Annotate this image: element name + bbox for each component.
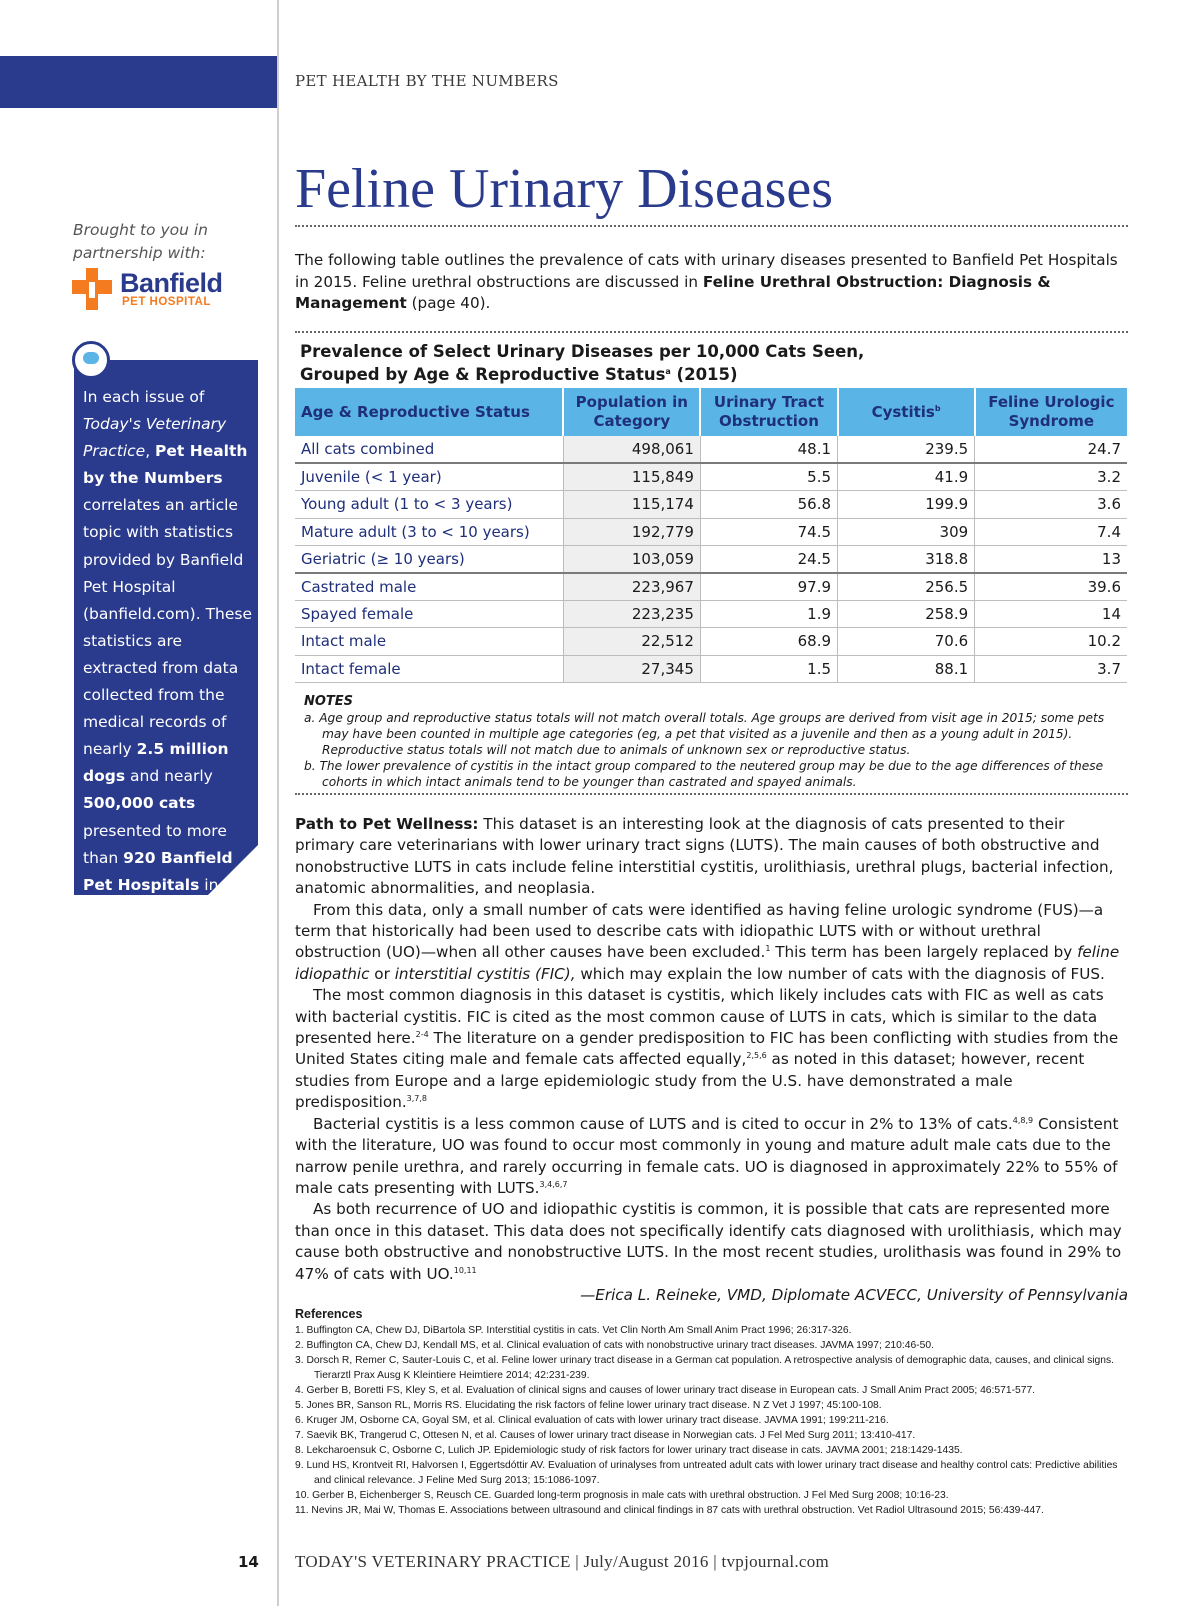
row-label: Castrated male: [295, 573, 563, 601]
table-row: [295, 545, 1127, 573]
table-row: [295, 601, 1127, 628]
references: [295, 1307, 1130, 1518]
table-cell: 5.5: [700, 463, 837, 491]
column-header: Feline Urologic Syndrome: [975, 388, 1127, 436]
table-cell: 318.8: [838, 545, 975, 573]
reference-item: 5. Jones BR, Sanson RL, Morris RS. Elucidating the risk factors of feline lower urinary tract disease. N Z Vet J 1997; 45:100-108.: [295, 1400, 882, 1411]
table-cell: 22,512: [563, 628, 700, 655]
column-header: Urinary Tract Obstruction: [700, 388, 837, 436]
row-label: Young adult (1 to < 3 years): [295, 491, 563, 518]
table-cell: 24.7: [975, 436, 1127, 463]
table-cell: 258.9: [838, 601, 975, 628]
row-label: Geriatric (≥ 10 years): [295, 545, 563, 573]
table-cell: 27,345: [563, 655, 700, 682]
sidebar-callout-text: In each issue of Today's Veterinary Practice, Pet Health by the Numbers correlates an article topic with statistics provided by Banfield Pet Hospital (banfield.com). These statistics are extracted from data collected from the medical records of nearly 2.5 million dogs and nearly 500,000 cats presented to more than 920 Banfield Pet Hospitals in 2015.: [83, 388, 253, 921]
speech-bubble-icon: [72, 341, 110, 379]
banfield-cross-icon: [72, 268, 112, 310]
reference-item: 9. Lund HS, Krontveit RI, Halvorsen I, Eggertsdóttir AV. Evaluation of urinalyses from untreated adult cats with lower urinary tract disease and healthy control cats: Predictive abilities and clinical relevance. J Feline Med Surg 2013; 15:1086-1097.: [295, 1460, 1118, 1486]
references-heading: References: [295, 1307, 363, 1321]
table-cell: 68.9: [700, 628, 837, 655]
author-signature: —Erica L. Reineke, VMD, Diplomate ACVECC, University of Pennsylvania: [580, 1285, 1128, 1304]
table-cell: 1.5: [700, 655, 837, 682]
footer-publication: TODAY'S VETERINARY PRACTICE | July/August 2016 | tvpjournal.com: [295, 1552, 830, 1571]
note-b: b. The lower prevalence of cystitis in the intact group compared to the neutered group may be due to the age differences of these cohorts in which intact animals tend to be younger than castrated and spayed animals.: [304, 759, 1104, 789]
prevalence-table: [295, 388, 1127, 683]
row-label: Juvenile (< 1 year): [295, 463, 563, 491]
row-label: Intact female: [295, 655, 563, 682]
row-label: Intact male: [295, 628, 563, 655]
reference-item: 1. Buffington CA, Chew DJ, DiBartola SP. Interstitial cystitis in cats. Vet Clin North Am Small Anim Pract 1996; 26:317-326.: [295, 1325, 852, 1336]
article-body: [295, 814, 1128, 1306]
table-cell: 39.6: [975, 573, 1127, 601]
table-cell: 256.5: [838, 573, 975, 601]
row-label: All cats combined: [295, 436, 563, 463]
column-header: Age & Reproductive Status: [295, 388, 563, 436]
table-cell: 1.9: [700, 601, 837, 628]
body-paragraph: Path to Pet Wellness: This dataset is an interesting look at the diagnosis of cats presented to their primary care veterinarians with lower urinary tract signs (LUTS). The main causes of both obstructive and nonobstructive LUTS in cats include feline interstitial cystitis, urolithiasis, urethral plugs, bacterial infection, anatomic abnormalities, and neoplasia.: [295, 815, 1114, 898]
table-cell: 199.9: [838, 491, 975, 518]
notes-heading: NOTES: [304, 694, 354, 709]
table-cell: 10.2: [975, 628, 1127, 655]
body-paragraph: As both recurrence of UO and idiopathic cystitis is common, it is possible that cats are represented more than once in this dataset. This data does not specifically identify cats diagnosed with urolithiasis, which may cause both obstructive and nonobstructive LUTS. In the most recent studies, urolithasis was found in 29% to 47% of cats with UO.$^{10,11}$: [295, 1200, 1122, 1283]
note-a: a. Age group and reproductive status totals will not match overall totals. Age groups are derived from visit age in 2015; some pets may have been counted in multiple age categories (eg, a pet that visited as a juvenile and then as a young adult in 2015). Reproductive status totals will not match due to animals of unknown sex or reproductive status.: [304, 711, 1105, 757]
banfield-logo: Banfield PET HOSPITAL: [72, 268, 252, 312]
table-cell: 74.5: [700, 518, 837, 545]
body-paragraph: From this data, only a small number of cats were identified as having feline urologic syndrome (FUS)—a term that historically had been used to describe cats with idiopathic LUTS with or without urethral obstruction (UO)—when all other causes have been excluded.$^1$ This term has been largely replaced by feline idiopathic or interstitial cystitis (FIC), which may explain the low number of cats with the diagnosis of FUS.: [295, 900, 1120, 983]
reference-item: 2. Buffington CA, Chew DJ, Kendall MS, et al. Clinical evaluation of cats with nonobstructive urinary tract diseases. JAVMA 1997; 210:46-50.: [295, 1340, 934, 1351]
column-header: Population in Category: [563, 388, 700, 436]
table-cell: 3.7: [975, 655, 1127, 682]
title-divider: [295, 225, 1128, 227]
table-row: [295, 518, 1127, 545]
table-cell: 223,967: [563, 573, 700, 601]
table-cell: 70.6: [838, 628, 975, 655]
table-row: [295, 655, 1127, 682]
row-label: Mature adult (3 to < 10 years): [295, 518, 563, 545]
table-row: [295, 628, 1127, 655]
reference-item: 3. Dorsch R, Remer C, Sauter-Louis C, et al. Feline lower urinary tract disease in a German cat population. A retrospective analysis of demographic data, causes, and clinical signs. Tierarztl Prax Ausg K Kleintiere Heimtiere 2014; 42:231-239.: [295, 1355, 1114, 1381]
table-cell: 223,235: [563, 601, 700, 628]
reference-item: 8. Lekcharoensuk C, Osborne C, Lulich JP. Epidemiologic study of risk factors for lower urinary tract disease in cats. JAVMA 2001; 218:1429-1435.: [295, 1445, 963, 1456]
table-header-row: [295, 388, 1127, 436]
table-cell: 3.2: [975, 463, 1127, 491]
table-cell: 48.1: [700, 436, 837, 463]
table-cell: 239.5: [838, 436, 975, 463]
table-cell: 309: [838, 518, 975, 545]
table-cell: 97.9: [700, 573, 837, 601]
page-number: 14: [238, 1553, 259, 1571]
section-label: PET HEALTH BY THE NUMBERS: [295, 72, 559, 90]
table-notes: [304, 694, 1124, 790]
table-cell: 41.9: [838, 463, 975, 491]
header-band: [0, 56, 278, 108]
table-cell: 115,849: [563, 463, 700, 491]
table-cell: 192,779: [563, 518, 700, 545]
intro-divider: [295, 331, 1128, 333]
table-cell: 56.8: [700, 491, 837, 518]
reference-item: 4. Gerber B, Boretti FS, Kley S, et al. Evaluation of clinical signs and causes of lower urinary tract disease in European cats. J Small Anim Pract 2005; 46:571-577.: [295, 1385, 1036, 1396]
reference-item: 10. Gerber B, Eichenberger S, Reusch CE. Guarded long-term prognosis in male cats with urethral obstruction. J Fel Med Surg 2008; 10:16-23.: [295, 1490, 949, 1501]
table-cell: 13: [975, 545, 1127, 573]
body-paragraph: Bacterial cystitis is a less common cause of LUTS and is cited to occur in 2% to 13% of cats.$^{4,8,9}$ Consistent with the literature, UO was found to occur most commonly in young and mature adult male cats due to the narrow penile urethra, and rarely occurring in female cats. UO is diagnosed in approximately 22% to 55% of male cats presenting with LUTS.$^{3,4,6,7}$: [295, 1114, 1119, 1197]
table-cell: 3.6: [975, 491, 1127, 518]
table-divider: [295, 793, 1128, 795]
intro-paragraph: The following table outlines the prevalence of cats with urinary diseases presented to Banfield Pet Hospitals in 2015. Feline urethral obstructions are discussed in Feline Urethral Obstruction: Diagnosis & Management (page 40).: [295, 251, 1118, 312]
table-cell: 115,174: [563, 491, 700, 518]
table-row: [295, 436, 1127, 463]
body-paragraph: The most common diagnosis in this dataset is cystitis, which likely includes cats with FIC as well as cats with bacterial cystitis. FIC is cited as the most common cause of LUTS in cats, which is similar to the data presented here.$^{2-4}$ The literature on a gender predisposition to FIC has been conflicting with studies from the United States citing male and female cats affected equally,$^{2,5,6}$ as noted in this dataset; however, recent studies from Europe and a large epidemiologic study from the U.S. have demonstrated a male predisposition.$^{3,7,8}$: [295, 986, 1119, 1112]
column-header: Cystitis$^b$: [838, 388, 975, 436]
article-reference: Feline Urethral Obstruction: Diagnosis & Management: [295, 272, 1051, 312]
table-row: [295, 463, 1127, 491]
table-row: [295, 491, 1127, 518]
table-cell: 7.4: [975, 518, 1127, 545]
reference-item: 6. Kruger JM, Osborne CA, Goyal SM, et al. Clinical evaluation of cats with lower urinary tract disease. JAVMA 1991; 199:211-216.: [295, 1415, 889, 1426]
table-cell: 498,061: [563, 436, 700, 463]
table-cell: 24.5: [700, 545, 837, 573]
column-divider: [277, 0, 279, 1606]
table-row: [295, 573, 1127, 601]
table-cell: 88.1: [838, 655, 975, 682]
page-title: Feline Urinary Diseases: [295, 158, 834, 220]
partnership-caption: Brought to you in partnership with:: [73, 221, 209, 262]
reference-item: 7. Saevik BK, Trangerud C, Ottesen N, et al. Causes of lower urinary tract disease in Norwegian cats. J Fel Med Surg 2011; 13:410-417.: [295, 1430, 916, 1441]
table-title: Prevalence of Select Urinary Diseases per 10,000 Cats Seen, Grouped by Age & Reproductive Status$^a$ (2015): [300, 342, 865, 384]
reference-item: 11. Nevins JR, Mai W, Thomas E. Associations between ultrasound and clinical findings in 87 cats with urethral obstruction. Vet Radiol Ultrasound 2015; 56:439-447.: [295, 1505, 1044, 1516]
row-label: Spayed female: [295, 601, 563, 628]
table-cell: 103,059: [563, 545, 700, 573]
table-cell: 14: [975, 601, 1127, 628]
